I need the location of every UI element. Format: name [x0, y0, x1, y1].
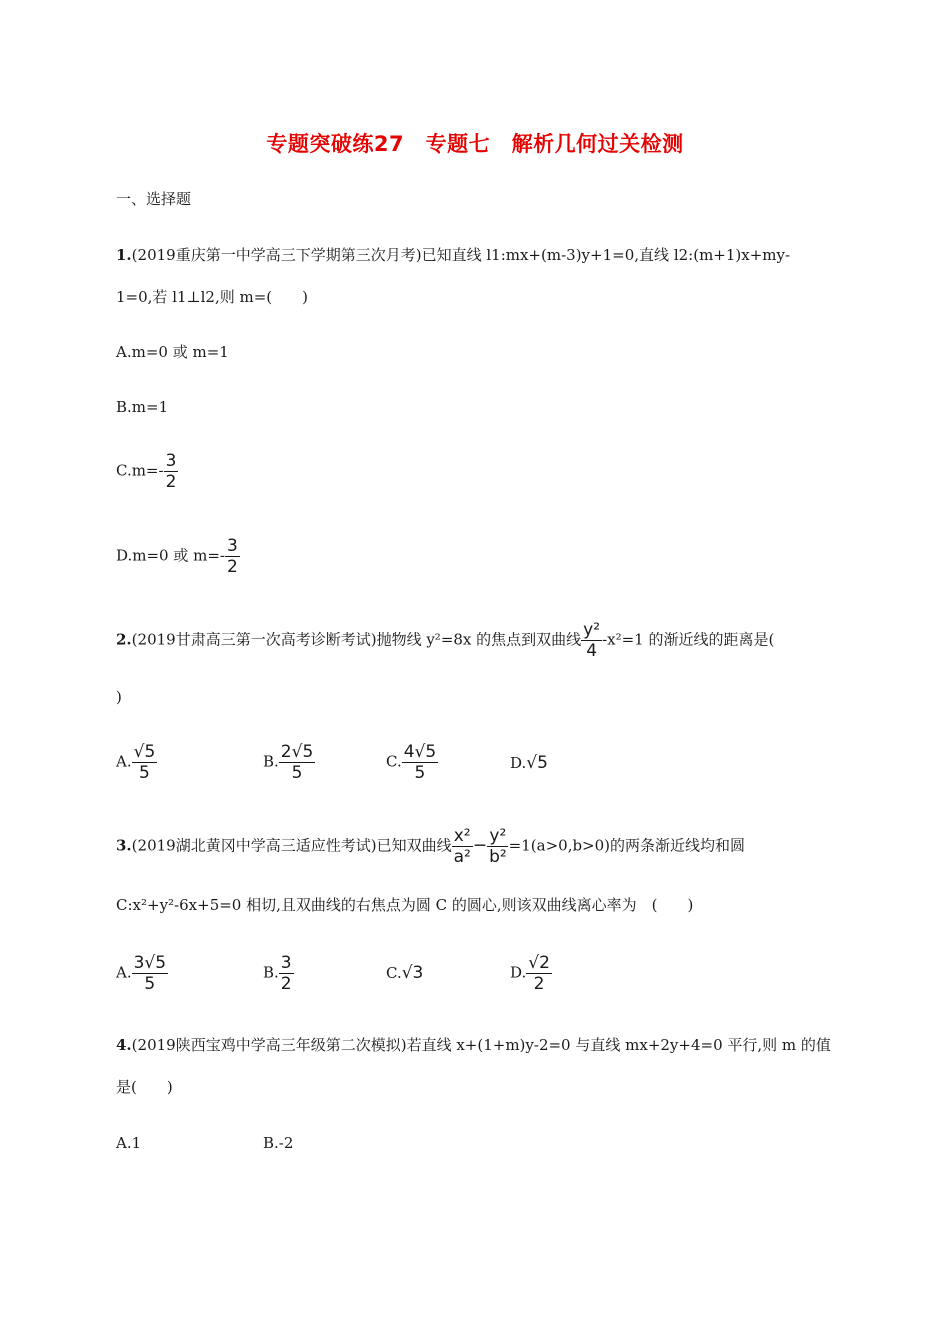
question-1-text: 已知直线: [421, 246, 482, 264]
fraction-numerator: 3: [227, 536, 238, 556]
question-3-line-1: [116, 826, 745, 867]
question-1-text-b: 直线: [639, 246, 670, 264]
fraction-denominator: 4: [586, 641, 598, 661]
question-1-l1-equation: l1:mx+(m-3)y+1=0: [486, 246, 635, 264]
option-fraction: [132, 742, 158, 783]
question-4-option-a: A.1: [116, 1134, 142, 1152]
fraction-numerator: 2√5: [280, 742, 314, 762]
question-4-option-b: B.-2: [263, 1134, 294, 1152]
option-c-prefix: C.m=-: [116, 461, 164, 480]
fraction-denominator: a²: [453, 847, 471, 867]
question-2-option-c: [386, 742, 438, 783]
fraction-denominator: 5: [139, 763, 150, 783]
question-1-option-a: A.m=0 或 m=1: [116, 343, 229, 361]
option-label: D.: [510, 963, 527, 982]
option-value: √3: [401, 963, 424, 983]
question-4-line-1: [116, 1035, 831, 1055]
fraction-numerator: y²: [583, 620, 601, 640]
option-label: C.: [386, 964, 402, 982]
question-1-line-2: 1=0,若 l1⊥l2,则 m=( ): [116, 288, 309, 306]
question-1-l2-equation: l2:(m+1)x+my-: [673, 246, 791, 264]
option-fraction: [402, 742, 438, 783]
fraction-numerator: 4√5: [403, 742, 437, 762]
question-3-option-a: [116, 953, 168, 994]
fraction-denominator: 5: [144, 974, 156, 994]
question-2-source: (2019甘肃高三第一次高考诊断考试): [131, 630, 377, 649]
fraction-denominator: 5: [414, 763, 426, 783]
page-title: 专题突破练27 专题七 解析几何过关检测: [266, 132, 684, 156]
question-3-option-d: [510, 953, 552, 994]
fraction-numerator: y²: [489, 826, 507, 846]
fraction-denominator: 2: [165, 472, 177, 492]
fraction-numerator: 3: [165, 451, 177, 471]
question-1-option-b: B.m=1: [116, 398, 169, 416]
question-4-number: 4.: [116, 1036, 132, 1054]
question-3-text: 已知双曲线: [376, 836, 452, 855]
question-2-fraction: [581, 620, 602, 661]
option-label: D.: [510, 754, 527, 772]
fraction-denominator: b²: [489, 847, 507, 867]
question-2-option-b: [263, 742, 315, 783]
question-2-text: 抛物线 y²=8x 的焦点到双曲线: [376, 630, 582, 649]
option-label: A.: [116, 752, 132, 771]
question-3-option-c: [386, 963, 423, 983]
option-label: B.: [263, 752, 279, 771]
minus-sign: −: [472, 835, 488, 856]
question-3-source: (2019湖北黄冈中学高三适应性考试): [131, 836, 377, 855]
question-3-option-b: [263, 953, 294, 994]
fraction-numerator: 3: [280, 953, 292, 973]
question-3-text-b: =1(a>0,b>0)的两条渐近线均和圆: [508, 836, 746, 855]
question-3-line-2: C:x²+y²-6x+5=0 相切,且双曲线的右焦点为圆 C 的圆心,则该双曲线离心率为 ( ): [116, 896, 694, 914]
question-3-fraction-y: [487, 826, 509, 867]
question-3-number: 3.: [116, 836, 132, 855]
fraction-numerator: x²: [453, 826, 471, 846]
option-fraction: [279, 742, 315, 783]
fraction-numerator: √5: [133, 742, 156, 762]
question-4-text: 若直线 x+(1+m)y-2=0 与直线 mx+2y+4=0 平行,则 m 的值: [406, 1036, 831, 1054]
option-d-fraction: [225, 536, 240, 577]
fraction-denominator: 5: [291, 763, 303, 783]
question-1-source: (2019重庆第一中学高三下学期第三次月考): [131, 246, 422, 264]
question-2-number: 2.: [116, 630, 132, 649]
option-label: C.: [386, 752, 402, 771]
question-1-number: 1.: [116, 246, 132, 264]
fraction-denominator: 2: [533, 974, 545, 994]
option-c-fraction: [164, 451, 179, 492]
question-2-option-a: [116, 742, 157, 783]
option-d-prefix: D.m=0 或 m=-: [116, 546, 225, 565]
option-label: B.: [263, 963, 279, 982]
question-2-line-1: [116, 620, 774, 661]
question-2-option-d: [510, 753, 548, 773]
option-label: A.: [116, 963, 132, 982]
option-fraction: [132, 953, 168, 994]
fraction-numerator: 3√5: [133, 953, 167, 973]
option-fraction: [526, 953, 552, 994]
question-4-line-2: 是( ): [116, 1078, 173, 1096]
question-2-line-2: ): [116, 688, 122, 706]
section-heading: 一、选择题: [116, 190, 192, 208]
fraction-denominator: 2: [227, 557, 238, 577]
question-1-line-1: 1.(2019重庆第一中学高三下学期第三次月考)已知直线 l1:mx+(m-3)y+1=0,直线 l2:(m+1)x+my-: [116, 246, 791, 264]
question-1-option-d: [116, 536, 240, 577]
option-value: √5: [526, 753, 548, 773]
fraction-numerator: √2: [528, 953, 550, 973]
question-1-option-c: [116, 451, 178, 492]
fraction-denominator: 2: [280, 974, 292, 994]
question-3-fraction-x: [452, 826, 473, 867]
question-2-text-b: -x²=1 的渐近线的距离是(: [602, 630, 775, 649]
question-4-source: (2019陕西宝鸡中学高三年级第二次模拟): [131, 1036, 407, 1054]
option-fraction: [279, 953, 294, 994]
